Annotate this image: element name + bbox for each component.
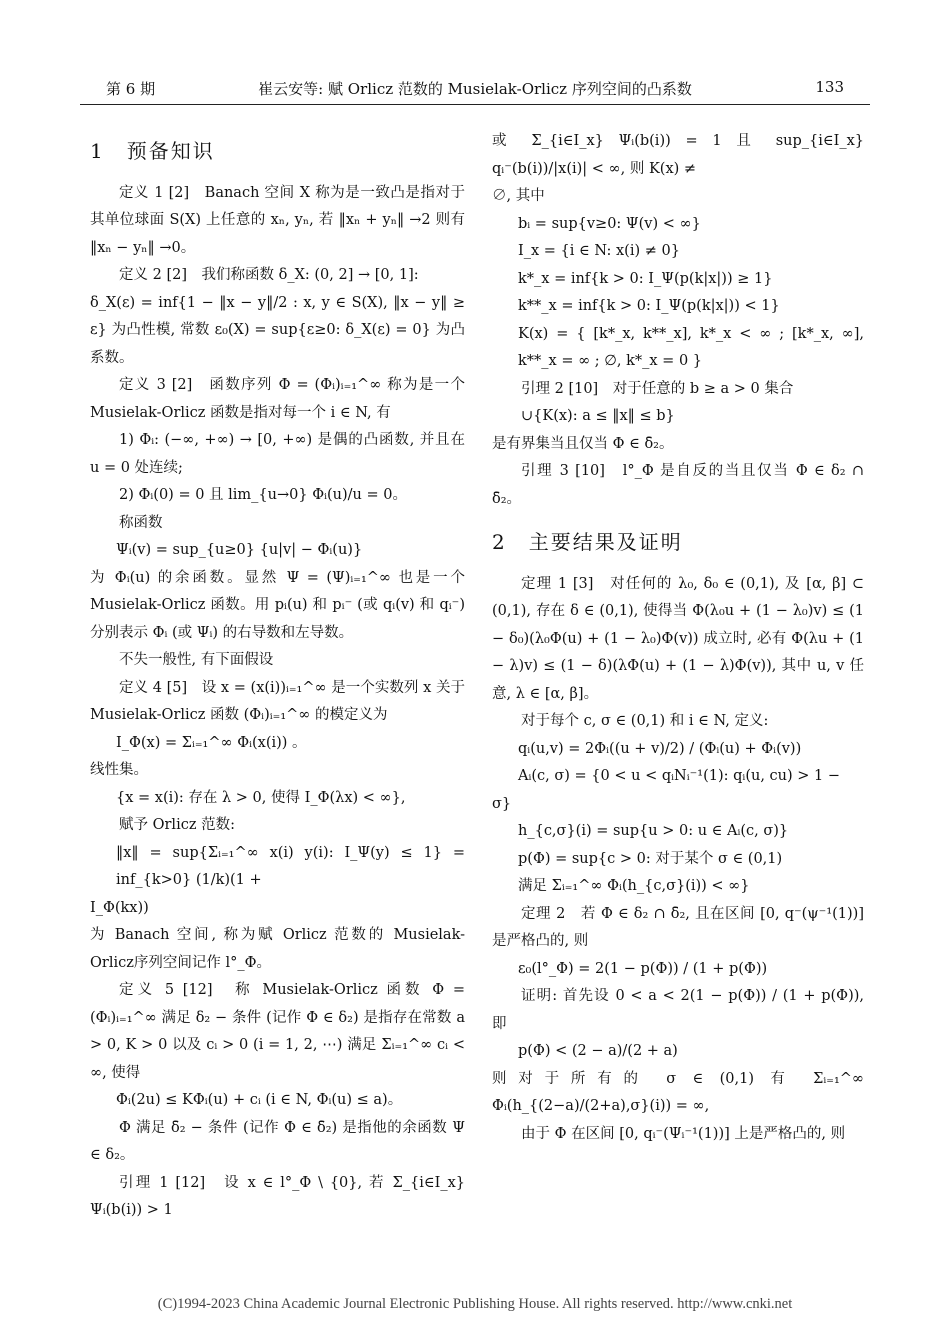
complementary-function-formula: Ψᵢ(v) = sup_{u≥0} {u|v| − Φᵢ(u)} (116, 542, 363, 558)
text-paragraph: Φ 满足 δ̄₂ − 条件 (记作 Φ ∈ δ̄₂) 是指他的余函数 Ψ ∈ δ₂。 (90, 1119, 465, 1163)
formula-line: ∪{K(x): a ≤ ‖x‖ ≤ b} (521, 408, 675, 424)
delta2-condition-formula: Φᵢ(2u) ≤ KΦᵢ(u) + cᵢ (i ∈ N, Φᵢ(u) ≤ a)。 (116, 1092, 403, 1108)
kx-piecewise-formula: K(x) = { [k*_x, k**_x], k*_x < ∞ ; [k*_x, ∞], k**_x = ∞ ; ∅, k*_x = 0 } (518, 325, 864, 369)
copyright-footer: (C)1994-2023 China Academic Journal Electronic Publishing House. All rights reserved. http://www.cnki.net (157, 1296, 793, 1312)
formula-line: I_x = {i ∈ N: x(i) ≠ 0} (518, 243, 680, 259)
lemma-2: 引理 2 [10] 对于任意的 b ≥ a > 0 集合 (521, 380, 794, 397)
right-column (492, 128, 864, 1148)
running-title: 崔云安等: 赋 Orlicz 范数的 Musielak-Orlicz 序列空间的凸系数 (258, 80, 692, 98)
convexity-coefficient-formula: ε₀(l°_Φ) = 2(1 − p(Φ)) / (1 + p(Φ)) (518, 960, 768, 977)
page-number: 133 (815, 78, 844, 96)
text-paragraph: 由于 Φ 在区间 [0, qᵢ⁻(Ψᵢ⁻¹(1))] 上是严格凸的, 则 (521, 1125, 846, 1142)
theorem-1: 定理 1 [3] 对任何的 λ₀, δ₀ ∈ (0,1), 及 [α, β] ⊂ (0,1), 存在 δ ∈ (0,1), 使得当 Φ(λ₀u + (1 − λ₀)v) ≤ (1 − δ₀)(λ₀Φ(u) + (1 − λ₀)Φ(v)) 成立时, 必有 Φ(λu + (1 − λ)v) ≤ (1 − δ)(λΦ(u) + (1 − λ)Φ(v)), 其中 u, v 任意, λ ∈ [α, β]。 (492, 575, 864, 702)
left-column (90, 128, 465, 1225)
text-line: ∅, 其中 (492, 188, 545, 204)
formula-line: qᵢ(u,v) = 2Φᵢ((u + v)/2) / (Φᵢ(u) + Φᵢ(v)) (518, 740, 802, 757)
text-line: 线性集。 (90, 762, 148, 778)
condition-2: 2) Φᵢ(0) = 0 且 lim_{u→0} Φᵢ(u)/u = 0。 (119, 487, 407, 503)
text-line: 不失一般性, 有下面假设 (119, 652, 274, 668)
formula-line: p(Φ) < (2 − a)/(2 + a) (518, 1043, 678, 1059)
formula-line: h_{c,σ}(i) = sup{u > 0: u ∈ Aᵢ(c, σ)} (518, 823, 789, 839)
lemma-3: 引理 3 [10] l°_Φ 是自反的当且仅当 Φ ∈ δ₂ ∩ δ̄₂。 (492, 463, 864, 507)
text-line: 对于每个 c, σ ∈ (0,1) 和 i ∈ N, 定义: (521, 713, 769, 729)
orlicz-norm-formula-cont: I_Φ(kx)) (90, 899, 149, 916)
definition-1: 定义 1 [2] Banach 空间 X 称为是一致凸是指对于其单位球面 S(X) 上任意的 xₙ, yₙ, 若 ‖xₙ + yₙ‖ →2 则有 ‖xₙ − yₙ‖ →0。 (90, 184, 465, 256)
formula-line: p(Φ) = sup{c > 0: 对于某个 σ ∈ (0,1) (518, 850, 783, 867)
definition-4: 定义 4 [5] 设 x = (x(i))ᵢ₌₁^∞ 是一个实数列 x 关于 Musielak-Orlicz 函数 (Φᵢ)ᵢ₌₁^∞ 的模定义为 (90, 679, 465, 723)
text-line: 称函数 (119, 514, 163, 531)
text-line: 是有界集当且仅当 Φ ∈ δ̄₂。 (492, 435, 674, 452)
text-paragraph: 则对于所有的 σ ∈ (0,1) 有 Σᵢ₌₁^∞ Φᵢ(h_{(2−a)/(2+a),σ}(i)) = ∞, (492, 1070, 864, 1114)
issue-number: 第 6 期 (106, 80, 156, 98)
text-line: 赋予 Orlicz 范数: (119, 817, 235, 833)
condition-1: 1) Φᵢ: (−∞, +∞) → [0, +∞) 是偶的凸函数, 并且在 u = 0 处连续; (90, 432, 465, 476)
lemma-1-cont: 或 Σ_{i∈I_x} Ψᵢ(b(i)) = 1 且 sup_{i∈I_x} qᵢ⁻(b(i))/|x(i)| < ∞, 则 K(x) ≠ (492, 133, 864, 177)
formula-line: bᵢ = sup{v≥0: Ψ(v) < ∞} (518, 215, 701, 232)
linear-set-formula: {x = x(i): 存在 λ > 0, 使得 I_Φ(λx) < ∞}, (116, 789, 406, 806)
definition-2: 定义 2 [2] 我们称函数 δ_X: (0, 2] → [0, 1]: (119, 267, 419, 283)
formula-line-cont: σ} (492, 795, 512, 812)
section-heading-1: 1 预备知识 (90, 139, 215, 163)
formula-line: 满足 Σᵢ₌₁^∞ Φᵢ(h_{c,σ}(i)) < ∞} (518, 878, 750, 894)
lemma-1: 引理 1 [12] 设 x ∈ l°_Φ \ {0}, 若 Σ_{i∈I_x} Ψᵢ(b(i)) > 1 (90, 1174, 465, 1218)
section-heading-2: 2 主要结果及证明 (492, 530, 683, 554)
text-paragraph: 为 Banach 空间, 称为赋 Orlicz 范数的 Musielak-Orlicz序列空间记作 l°_Φ。 (90, 927, 465, 971)
orlicz-norm-formula: ‖x‖ = sup{Σᵢ₌₁^∞ x(i) y(i): I_Ψ(y) ≤ 1} = inf_{k>0} (1/k)(1 + (116, 844, 465, 888)
modular-formula: I_Φ(x) = Σᵢ₌₁^∞ Φᵢ(x(i)) 。 (116, 734, 307, 751)
text-paragraph: 为 Φᵢ(u) 的余函数。显然 Ψ = (Ψ)ᵢ₌₁^∞ 也是一个 Musielak-Orlicz 函数。用 pᵢ(u) 和 pᵢ⁻ (或 qᵢ(v) 和 qᵢ⁻) 分别表示 Φᵢ (或 Ψᵢ) 的右导数和左导数。 (90, 569, 465, 641)
convexity-modulus: δ_X(ε) = inf{1 − ‖x − y‖/2 : x, y ∈ S(X), ‖x − y‖ ≥ ε} 为凸性模, 常数 ε₀(X) = sup{ε≥0: δ_X(ε) = 0} 为凸系数。 (90, 294, 465, 366)
proof-start: 证明: 首先设 0 < a < 2(1 − p(Φ)) / (1 + p(Φ)), 即 (492, 988, 864, 1032)
formula-line: k*_x = inf{k > 0: I_Ψ(p(k|x|)) ≥ 1} (518, 270, 773, 287)
definition-5: 定义 5 [12] 称 Musielak-Orlicz 函数 Φ = (Φᵢ)ᵢ₌₁^∞ 满足 δ₂ − 条件 (记作 Φ ∈ δ₂) 是指存在常数 a > 0, K > 0 以及 cᵢ > 0 (i = 1, 2, ⋯) 满足 Σᵢ₌₁^∞ cᵢ < ∞, 使得 (90, 982, 465, 1081)
running-header (80, 72, 870, 105)
formula-line: Aᵢ(c, σ) = {0 < u < qᵢNᵢ⁻¹(1): qᵢ(u, cu) > 1 − (518, 768, 841, 784)
formula-line: k**_x = inf{k > 0: I_Ψ(p(k|x|)) < 1} (518, 298, 780, 314)
definition-3: 定义 3 [2] 函数序列 Φ = (Φᵢ)ᵢ₌₁^∞ 称为是一个 Musielak-Orlicz 函数是指对每一个 i ∈ N, 有 (90, 377, 465, 421)
theorem-2: 定理 2 若 Φ ∈ δ₂ ∩ δ̄₂, 且在区间 [0, q⁻(ψ⁻¹(1))] 是严格凸的, 则 (492, 905, 864, 949)
